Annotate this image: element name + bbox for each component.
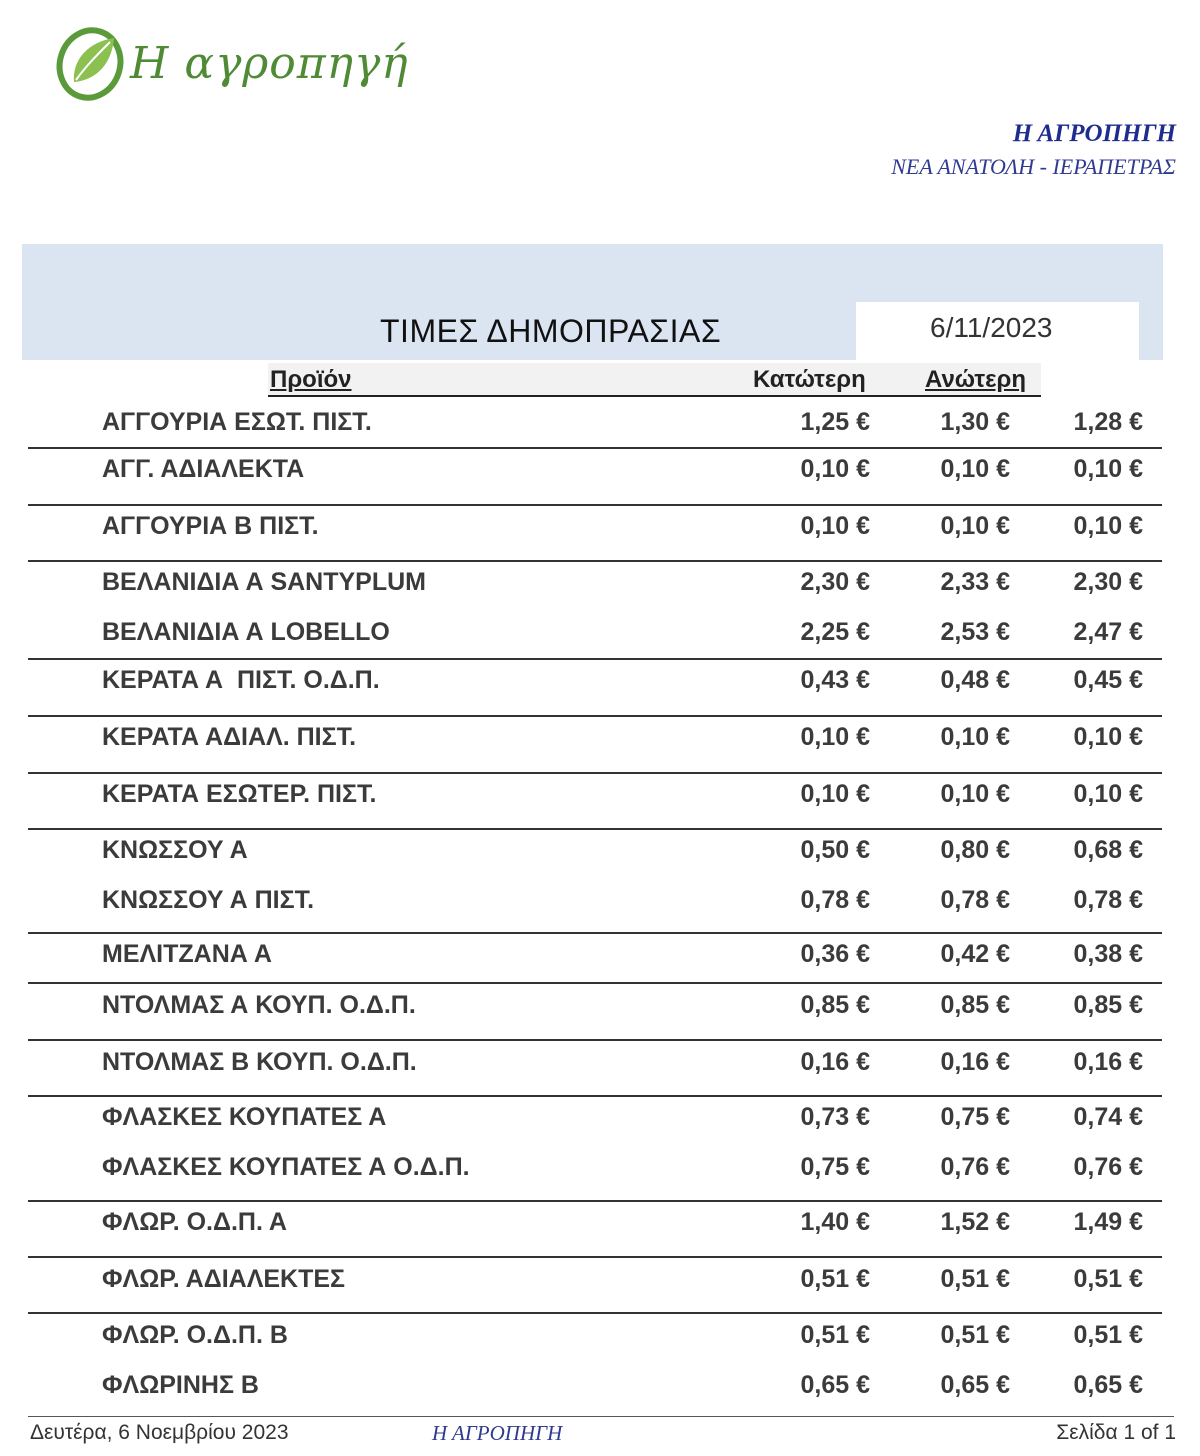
footer-page-number: Σελίδα 1 of 1 <box>1056 1421 1176 1444</box>
footer-company: Η ΑΓΡΟΠΗΓΗ <box>432 1421 563 1445</box>
logo-wordmark: Η αγροπηγή <box>130 38 409 89</box>
price-high: 0,80 € <box>940 836 1010 864</box>
table-row <box>28 717 1162 757</box>
price-low: 0,73 € <box>800 1103 870 1131</box>
price-high: 0,42 € <box>940 940 1010 968</box>
price-low: 2,25 € <box>800 618 870 646</box>
product-name: ΚΕΡΑΤΑ ΕΣΩΤΕΡ. ΠΙΣΤ. <box>102 780 377 808</box>
row-separator <box>28 1200 1162 1202</box>
table-row <box>28 612 1162 652</box>
price-average: 1,28 € <box>1073 408 1143 436</box>
product-name: ΒΕΛΑΝΙΔΙΑ Α LOBELLO <box>102 618 390 646</box>
price-low: 0,85 € <box>800 991 870 1019</box>
table-row <box>28 830 1162 870</box>
price-low: 0,51 € <box>800 1321 870 1349</box>
price-average: 0,78 € <box>1073 886 1143 914</box>
price-high: 2,53 € <box>940 618 1010 646</box>
price-low: 0,16 € <box>800 1048 870 1076</box>
product-name: ΜΕΛΙΤΖΑΝΑ Α <box>102 940 272 968</box>
price-low: 1,40 € <box>800 1208 870 1236</box>
row-separator <box>28 658 1162 660</box>
price-average: 0,65 € <box>1073 1371 1143 1399</box>
product-name: ΑΓΓΟΥΡΙΑ ΕΣΩΤ. ΠΙΣΤ. <box>102 408 372 436</box>
product-name: ΚΝΩΣΣΟΥ Α <box>102 836 248 864</box>
price-low: 0,51 € <box>800 1265 870 1293</box>
table-row <box>28 506 1162 546</box>
footer-date: Δευτέρα, 6 Νοεμβρίου 2023 <box>30 1421 289 1444</box>
row-separator <box>28 560 1162 562</box>
price-average: 0,16 € <box>1073 1048 1143 1076</box>
price-average: 0,51 € <box>1073 1321 1143 1349</box>
footer-rule <box>28 1416 1174 1417</box>
column-header-low: Κατώτερη <box>753 366 866 393</box>
price-high: 0,75 € <box>940 1103 1010 1131</box>
table-row <box>28 880 1162 920</box>
report-title: ΤΙΜΕΣ ΔΗΜΟΠΡΑΣΙΑΣ <box>380 313 722 349</box>
company-name: Η ΑΓΡΟΠΗΓΗ <box>1012 120 1176 147</box>
price-high: 0,48 € <box>940 666 1010 694</box>
price-high: 0,10 € <box>940 723 1010 751</box>
price-average: 2,47 € <box>1073 618 1143 646</box>
table-row <box>28 774 1162 814</box>
table-row <box>28 1147 1162 1187</box>
table-row <box>28 449 1162 489</box>
price-high: 1,30 € <box>940 408 1010 436</box>
product-name: ΚΝΩΣΣΟΥ Α ΠΙΣΤ. <box>102 886 315 914</box>
table-row <box>28 562 1162 602</box>
price-average: 1,49 € <box>1073 1208 1143 1236</box>
row-separator <box>28 1039 1162 1041</box>
product-name: ΝΤΟΛΜΑΣ Β ΚΟΥΠ. Ο.Δ.Π. <box>102 1048 417 1076</box>
row-separator <box>28 1256 1162 1258</box>
table-row <box>28 1315 1162 1355</box>
product-name: ΑΓΓ. ΑΔΙΑΛΕΚΤΑ <box>102 455 305 483</box>
price-high: 0,76 € <box>940 1153 1010 1181</box>
row-separator <box>28 932 1162 934</box>
product-name: ΝΤΟΛΜΑΣ Α ΚΟΥΠ. Ο.Δ.Π. <box>102 991 416 1019</box>
report-date: 6/11/2023 <box>930 312 1053 343</box>
table-row <box>28 1202 1162 1242</box>
row-separator <box>28 715 1162 717</box>
row-separator <box>28 1095 1162 1097</box>
price-average: 0,10 € <box>1073 723 1143 751</box>
price-low: 0,75 € <box>800 1153 870 1181</box>
product-name: ΚΕΡΑΤΑ Α ΠΙΣΤ. Ο.Δ.Π. <box>102 666 380 694</box>
price-high: 0,65 € <box>940 1371 1010 1399</box>
price-high: 0,51 € <box>940 1321 1010 1349</box>
price-high: 0,10 € <box>940 512 1010 540</box>
row-separator <box>28 447 1162 449</box>
price-average: 0,10 € <box>1073 780 1143 808</box>
table-row <box>28 985 1162 1025</box>
price-high: 2,33 € <box>940 568 1010 596</box>
price-low: 0,50 € <box>800 836 870 864</box>
column-header-high: Ανώτερη <box>925 366 1027 393</box>
price-average: 0,38 € <box>1073 940 1143 968</box>
price-low: 0,10 € <box>800 512 870 540</box>
price-high: 0,10 € <box>940 780 1010 808</box>
price-low: 0,43 € <box>800 666 870 694</box>
price-average: 2,30 € <box>1073 568 1143 596</box>
company-logo <box>52 20 409 110</box>
product-name: ΦΛΩΡ. Ο.Δ.Π. Β <box>102 1321 288 1349</box>
price-low: 1,25 € <box>800 408 870 436</box>
product-name: ΒΕΛΑΝΙΔΙΑ Α SANTYPLUM <box>102 568 426 596</box>
table-row <box>28 660 1162 700</box>
row-separator <box>28 828 1162 830</box>
table-row <box>28 1259 1162 1299</box>
product-name: ΦΛΩΡ. Ο.Δ.Π. Α <box>102 1208 287 1236</box>
price-average: 0,10 € <box>1073 512 1143 540</box>
price-average: 0,10 € <box>1073 455 1143 483</box>
column-header-rule <box>268 395 1041 397</box>
row-separator <box>28 982 1162 984</box>
row-separator <box>28 1312 1162 1314</box>
price-high: 1,52 € <box>940 1208 1010 1236</box>
company-header <box>891 120 1176 181</box>
leaf-icon <box>52 20 132 104</box>
price-average: 0,68 € <box>1073 836 1143 864</box>
table-row <box>28 1042 1162 1082</box>
product-name: ΦΛΩΡ. ΑΔΙΑΛΕΚΤΕΣ <box>102 1265 346 1293</box>
row-separator <box>28 772 1162 774</box>
product-name: ΑΓΓΟΥΡΙΑ Β ΠΙΣΤ. <box>102 512 319 540</box>
price-average: 0,74 € <box>1073 1103 1143 1131</box>
price-low: 0,10 € <box>800 723 870 751</box>
price-average: 0,85 € <box>1073 991 1143 1019</box>
product-name: ΦΛΑΣΚΕΣ ΚΟΥΠΑΤΕΣ Α <box>102 1103 387 1131</box>
price-low: 0,78 € <box>800 886 870 914</box>
price-low: 0,36 € <box>800 940 870 968</box>
price-low: 0,10 € <box>800 780 870 808</box>
price-high: 0,16 € <box>940 1048 1010 1076</box>
price-average: 0,45 € <box>1073 666 1143 694</box>
price-high: 0,10 € <box>940 455 1010 483</box>
column-header-product: Προϊόν <box>270 366 352 393</box>
product-name: ΦΛΑΣΚΕΣ ΚΟΥΠΑΤΕΣ Α Ο.Δ.Π. <box>102 1153 470 1181</box>
price-high: 0,51 € <box>940 1265 1010 1293</box>
price-average: 0,76 € <box>1073 1153 1143 1181</box>
company-address: ΝΕΑ ΑΝΑΤΟΛΗ - ΙΕΡΑΠΕΤΡΑΣ <box>891 154 1176 179</box>
table-row <box>28 1097 1162 1137</box>
price-low: 0,10 € <box>800 455 870 483</box>
price-high: 0,78 € <box>940 886 1010 914</box>
price-average: 0,51 € <box>1073 1265 1143 1293</box>
row-separator <box>28 504 1162 506</box>
product-name: ΚΕΡΑΤΑ ΑΔΙΑΛ. ΠΙΣΤ. <box>102 723 357 751</box>
price-low: 0,65 € <box>800 1371 870 1399</box>
product-name: ΦΛΩΡΙΝΗΣ Β <box>102 1371 259 1399</box>
price-low: 2,30 € <box>800 568 870 596</box>
price-high: 0,85 € <box>940 991 1010 1019</box>
table-row <box>28 1365 1162 1405</box>
table-row <box>28 402 1162 442</box>
table-row <box>28 934 1162 974</box>
